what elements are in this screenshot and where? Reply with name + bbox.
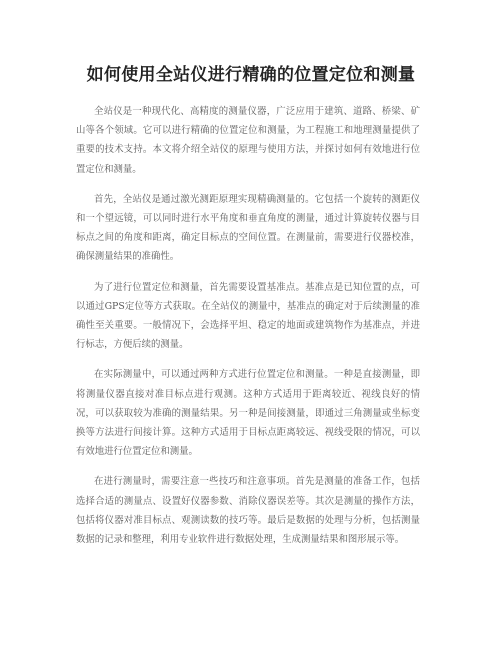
paragraph-intro: 全站仪是一种现代化、高精度的测量仪器，广泛应用于建筑、道路、桥梁、矿山等各个领域。它可以进行精确的位置定位和测量，为工程施工和地理测量提供了重要的技术支持。本文将介绍全站仪的原理与使用方法，并探讨如何有效地进行位置定位和测量。 — [76, 106, 420, 175]
paragraph-reference-point: 为了进行位置定位和测量，首先需要设置基准点。基准点是已知位置的点，可以通过GPS定位等方式获取。在全站仪的测量中，基准点的确定对于后续测量的准确性至关重要。一般情况下，会选择平坦、稳定的地面或建筑物作为基准点，并进行标志，方便后续的测量。 — [76, 281, 420, 351]
paragraph-tips: 在进行测量时，需要注意一些技巧和注意事项。首先是测量的准备工作，包括选择合适的测量点、设置好仪器参数、消除仪器误差等。其次是测量的操作方法，包括将仪器对准目标点、观测读数的技巧等。最后是数据的处理与分析，包括测量数据的记录和整理，利用专业软件进行数据处理，生成测量结果和图形展示等。 — [76, 476, 420, 546]
document-body — [76, 102, 420, 560]
paragraph-principle: 首先，全站仪是通过激光测距原理实现精确测量的。它包括一个旋转的测距仪和一个望远镜，可以同时进行水平角度和垂直角度的测量，通过计算旋转仪器与目标点之间的角度和距离，确定目标点的空间位置。在测量前，需要进行仪器校准，确保测量结果的准确性。 — [76, 193, 420, 263]
paragraph-measurement-methods: 在实际测量中，可以通过两种方式进行位置定位和测量。一种是直接测量，即将测量仪器直接对准目标点进行观测。这种方式适用于距离较近、视线良好的情况，可以获取较为准确的测量结果。另一种是间接测量，即通过三角测量或坐标变换等方法进行间接计算。这种方式适用于目标点距离较远、视线受限的情况，可以有效地进行位置定位和测量。 — [76, 369, 420, 458]
document-title: 如何使用全站仪进行精确的位置定位和测量 — [86, 65, 416, 85]
